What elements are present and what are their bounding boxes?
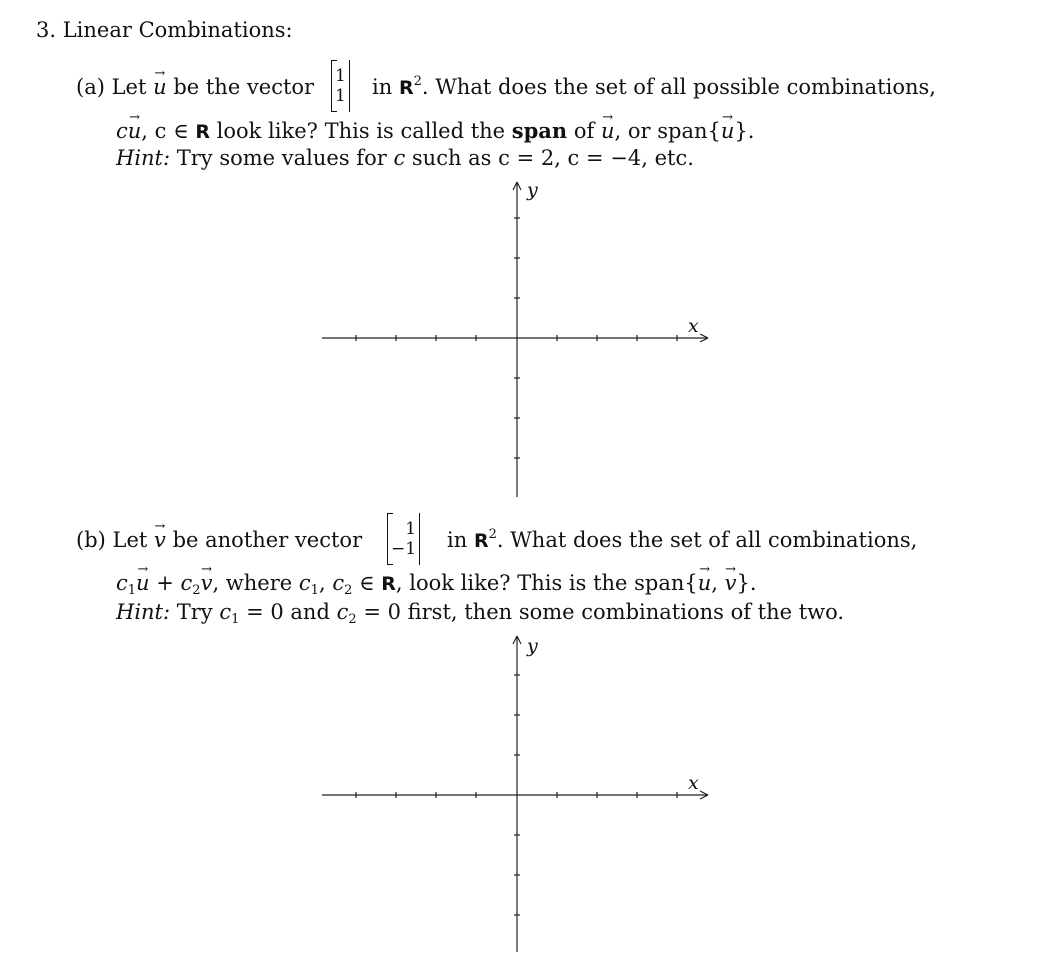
matrix-entry: 1 bbox=[405, 519, 417, 539]
y-axis-label: y bbox=[527, 635, 538, 657]
part-b-intro-mid: be another vector bbox=[172, 528, 363, 552]
matrix-entry: 1 bbox=[335, 66, 346, 86]
reals-symbol: R bbox=[473, 530, 489, 552]
vector-u-symbol: → u bbox=[136, 573, 150, 594]
hint-label: Hint: bbox=[116, 146, 171, 170]
x-axis-label: x bbox=[688, 772, 699, 794]
part-a-intro: Let bbox=[111, 75, 147, 99]
reals-symbol: R bbox=[195, 121, 210, 143]
dimension-exponent: 2 bbox=[488, 527, 497, 542]
span-notation-close: }. bbox=[736, 571, 757, 595]
part-b-question: . What does the set of all combinations, bbox=[496, 528, 918, 552]
hint-label: Hint: bbox=[116, 600, 171, 624]
hint-text: Try some values for bbox=[176, 146, 387, 170]
scalar-c: c bbox=[393, 146, 406, 170]
hint-text: Try bbox=[176, 600, 213, 624]
problem-number: 3. bbox=[36, 18, 57, 42]
part-b-line2: $c_1\to u + c_2\to v$, where $c_1$, $c_2$ ∈ R, look like? This is the span{→ u, → v}. bbox=[116, 573, 757, 594]
subscript: 1 bbox=[231, 612, 240, 627]
scalar-c2: c bbox=[332, 571, 345, 595]
matrix-entry: −1 bbox=[391, 539, 417, 559]
span-notation-open: , or span{ bbox=[614, 119, 721, 143]
scalar-c1: c bbox=[219, 600, 232, 624]
membership: ∈ bbox=[359, 571, 375, 595]
dimension-exponent: 2 bbox=[413, 74, 422, 89]
vector-u-symbol: → u bbox=[698, 573, 712, 594]
scalar-c1: c bbox=[116, 571, 128, 595]
scalar-c2: c bbox=[180, 571, 193, 595]
where-word: , where bbox=[212, 571, 293, 595]
y-axis-label: y bbox=[527, 179, 538, 201]
span-notation-close: }. bbox=[734, 119, 755, 143]
in-word: in bbox=[372, 75, 393, 99]
vector-u-symbol: → u bbox=[153, 77, 167, 98]
subscript: 2 bbox=[344, 583, 353, 598]
subscript: 2 bbox=[192, 583, 201, 598]
hint-math: c = 2, c = −4, etc. bbox=[498, 146, 694, 170]
part-a-question: . What does the set of all possible combinations, bbox=[421, 75, 936, 99]
hint-math: = 0 and bbox=[246, 600, 330, 624]
span-term: span bbox=[511, 118, 568, 143]
subscript: 1 bbox=[310, 583, 319, 598]
matrix-entry: 1 bbox=[335, 86, 346, 106]
subscript: 2 bbox=[348, 612, 357, 627]
scalar-c1: c bbox=[298, 571, 311, 595]
vector-v-symbol: → v bbox=[201, 573, 213, 594]
problem-title: Linear Combinations: bbox=[62, 18, 293, 42]
part-a-label: (a) bbox=[76, 75, 105, 99]
scalar-c2: c bbox=[336, 600, 349, 624]
vector-v-symbol: → v bbox=[725, 573, 737, 594]
comma: , bbox=[318, 571, 326, 595]
reals-symbol: R bbox=[381, 573, 396, 595]
part-a-line2-text: look like? This is called the bbox=[216, 119, 506, 143]
vector-u-symbol: → u bbox=[128, 121, 142, 142]
hint-text: such as bbox=[411, 146, 492, 170]
subscript: 1 bbox=[127, 583, 137, 598]
vector-u-symbol: → u bbox=[601, 121, 615, 142]
vector-v-symbol: → v bbox=[154, 530, 166, 551]
hint-text: = 0 first, then some combinations of the two. bbox=[363, 600, 845, 624]
scalar-c: c bbox=[116, 119, 128, 143]
x-axis-label: x bbox=[688, 315, 699, 337]
membership: , c ∈ bbox=[141, 119, 189, 143]
part-b-line2-text: , look like? This is the span{ bbox=[395, 571, 698, 595]
part-a-intro-mid: be the vector bbox=[173, 75, 315, 99]
of-word: of bbox=[573, 119, 595, 143]
vector-u-symbol: → u bbox=[721, 121, 735, 142]
part-b-label: (b) bbox=[76, 528, 106, 552]
in-word: in bbox=[447, 528, 468, 552]
part-b-intro: Let bbox=[112, 528, 148, 552]
reals-symbol: R bbox=[398, 77, 414, 99]
